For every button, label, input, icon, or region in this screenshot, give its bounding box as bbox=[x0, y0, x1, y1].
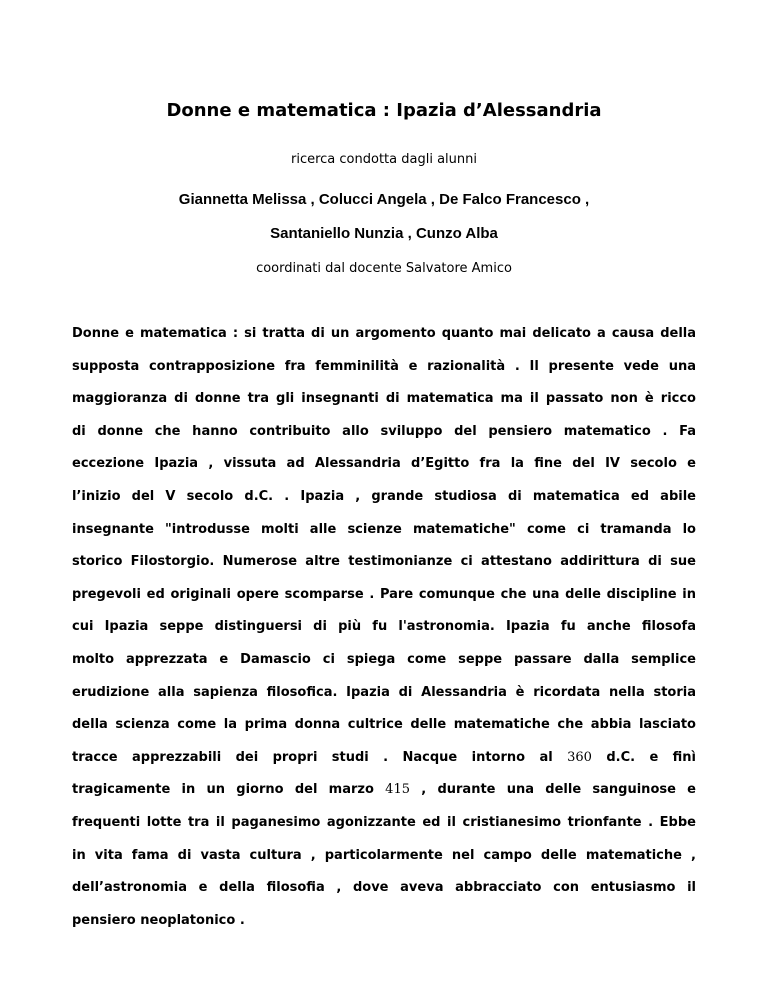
body-text: , durante una delle sanguinose e bbox=[421, 782, 696, 798]
body-text: tragicamente in un giorno del marzo bbox=[72, 782, 374, 798]
body-line-with-year bbox=[72, 774, 696, 807]
body-paragraph bbox=[72, 318, 696, 937]
document-subtitle: ricerca condotta dagli alunni bbox=[291, 152, 477, 167]
body-line: in vita fama di vasta cultura , particolarmente nel campo delle matematiche , bbox=[72, 847, 696, 863]
body-line: eccezione Ipazia , vissuta ad Alessandria d’Egitto fra la fine del IV secolo e bbox=[72, 456, 696, 472]
body-line: l’inizio del V secolo d.C. . Ipazia , grande studiosa di matematica ed abile bbox=[72, 488, 696, 504]
body-line: di donne che hanno contribuito allo sviluppo del pensiero matematico . Fa bbox=[72, 423, 696, 439]
body-line: insegnante "introdusse molti alle scienze matematiche" come ci tramanda lo bbox=[72, 521, 696, 537]
body-line: pensiero neoplatonico . bbox=[72, 912, 245, 928]
body-line: frequenti lotte tra il paganesimo agonizzante ed il cristianesimo trionfante . Ebbe bbox=[72, 814, 696, 830]
body-line: erudizione alla sapienza filosofica. Ipazia di Alessandria è ricordata nella storia bbox=[72, 684, 696, 700]
authors-line-2: Santaniello Nunzia , Cunzo Alba bbox=[270, 225, 498, 242]
document-title: Donne e matematica : Ipazia d’Alessandria bbox=[166, 100, 602, 121]
body-line: cui Ipazia seppe distinguersi di più fu l'astronomia. Ipazia fu anche filosofa bbox=[72, 619, 696, 635]
authors-line-1: Giannetta Melissa , Colucci Angela , De Falco Francesco , bbox=[178, 191, 590, 208]
body-line: della scienza come la prima donna cultrice delle matematiche che abbia lasciato bbox=[72, 717, 696, 733]
body-line: dell’astronomia e della filosofia , dove aveva abbracciato con entusiasmo il bbox=[72, 880, 696, 896]
body-line: pregevoli ed originali opere scomparse . Pare comunque che una delle discipline in bbox=[72, 586, 696, 602]
body-line-with-year bbox=[72, 742, 696, 775]
body-line: maggioranza di donne tra gli insegnanti di matematica ma il passato non è ricco bbox=[72, 391, 696, 407]
coordinator-line: coordinati dal docente Salvatore Amico bbox=[256, 261, 512, 276]
body-text: d.C. e finì bbox=[606, 749, 696, 765]
body-line: storico Filostorgio. Numerose altre testimonianze ci attestano addirittura di sue bbox=[72, 554, 696, 570]
body-line: supposta contrapposizione fra femminilità e razionalità . Il presente vede una bbox=[72, 358, 696, 374]
year-number: 360 bbox=[567, 749, 592, 765]
year-number: 415 bbox=[385, 782, 410, 798]
body-line: molto apprezzata e Damascio ci spiega come seppe passare dalla semplice bbox=[72, 651, 696, 667]
body-text: tracce apprezzabili dei propri studi . Nacque intorno al bbox=[72, 749, 553, 765]
body-line: Donne e matematica : si tratta di un argomento quanto mai delicato a causa della bbox=[72, 326, 696, 341]
